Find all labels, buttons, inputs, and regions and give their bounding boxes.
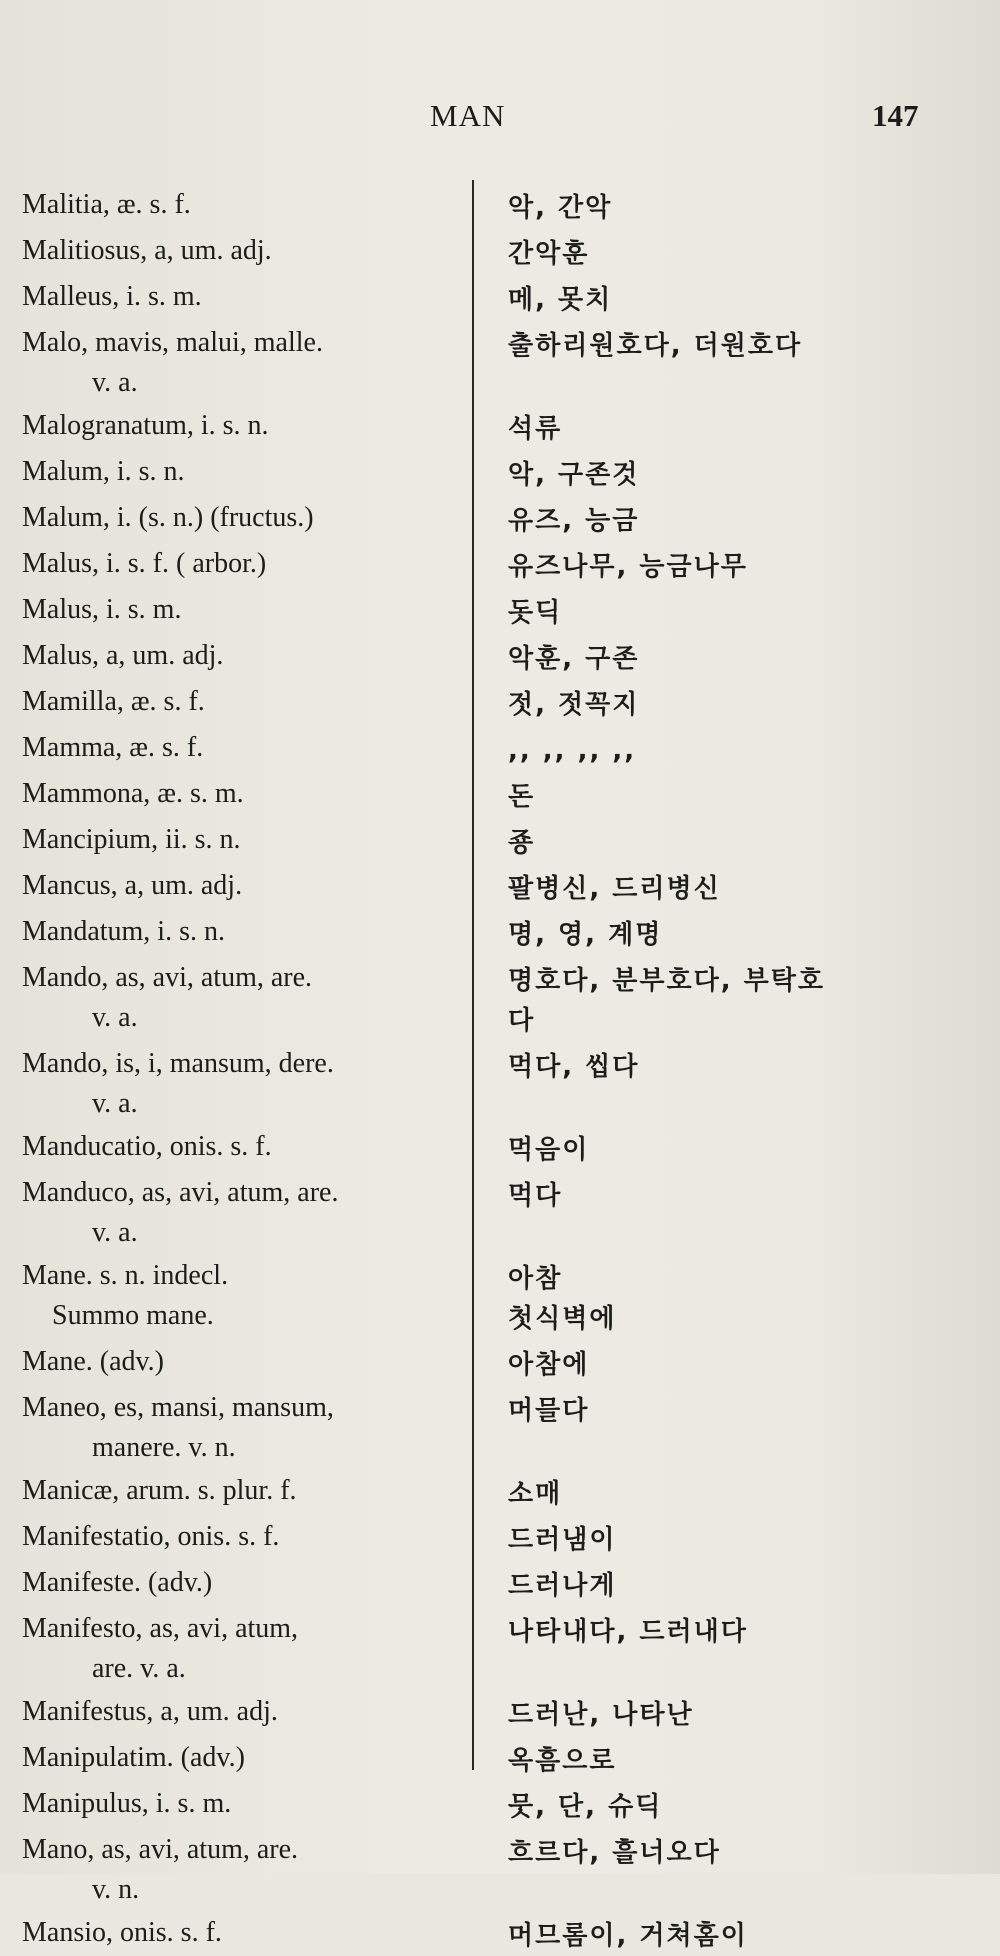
latin-headword: Malitiosus, a, um. adj.: [22, 235, 272, 266]
latin-term: [22, 1830, 482, 1910]
korean-translation: [482, 869, 968, 909]
dictionary-entry: [22, 725, 982, 771]
dictionary-entry: [22, 449, 982, 495]
korean-gloss: 유즈나무, 능금나무: [508, 552, 748, 582]
latin-headword: Manipulatim. (adv.): [22, 1742, 245, 1773]
dictionary-entry: [22, 633, 982, 679]
dictionary-entry: [22, 1606, 982, 1689]
dictionary-entry: [22, 771, 982, 817]
latin-term: [22, 958, 482, 1038]
latin-term: [22, 1388, 482, 1468]
dictionary-entry: [22, 1827, 982, 1910]
latin-term: [22, 323, 482, 403]
latin-continuation: v. n.: [92, 1874, 140, 1905]
korean-gloss: 간악훈: [508, 239, 590, 269]
korean-gloss: 팔병신, 드리병신: [508, 874, 721, 904]
entry-list: [22, 182, 982, 1956]
latin-continuation: manere. v. n.: [92, 1432, 236, 1463]
latin-term: [22, 498, 482, 538]
korean-translation: [482, 501, 968, 541]
latin-headword: Malo, mavis, malui, malle.: [22, 327, 323, 358]
latin-headword: Mamilla, æ. s. f.: [22, 686, 205, 717]
korean-translation: [482, 188, 968, 228]
dictionary-entry: [22, 1253, 982, 1339]
latin-term: [22, 1517, 482, 1557]
latin-headword: Malus, a, um. adj.: [22, 640, 224, 671]
korean-gloss: 아참에: [508, 1350, 590, 1380]
latin-continuation: v. a.: [92, 1002, 138, 1033]
dictionary-entry: [22, 1781, 982, 1827]
korean-translation: [482, 455, 968, 495]
dictionary-entry: [22, 863, 982, 909]
korean-gloss: 죵: [508, 828, 536, 858]
latin-term: [22, 866, 482, 906]
latin-headword: Malum, i. s. n.: [22, 456, 185, 487]
dictionary-entry: [22, 679, 982, 725]
latin-headword: Manipulus, i. s. m.: [22, 1788, 232, 1819]
korean-gloss: 머므롬이, 거쳐홈이: [508, 1921, 748, 1951]
latin-headword: Mancus, a, um. adj.: [22, 870, 243, 901]
latin-term: [22, 1342, 482, 1382]
latin-term: [22, 590, 482, 630]
korean-translation: [482, 1520, 968, 1560]
latin-term: [22, 1173, 482, 1253]
korean-continuation: 첫식벽에: [508, 1304, 617, 1334]
korean-translation: [482, 1833, 968, 1873]
korean-translation: [482, 1391, 968, 1431]
korean-translation: [482, 1787, 968, 1827]
korean-gloss: 돈: [508, 782, 536, 812]
korean-gloss: 명, 영, 계명: [508, 920, 663, 950]
dictionary-entry: [22, 182, 982, 228]
korean-translation: [482, 593, 968, 633]
latin-headword: Manduco, as, avi, atum, are.: [22, 1177, 339, 1208]
latin-headword: Mane. (adv.): [22, 1346, 165, 1377]
korean-gloss: 머믈다: [508, 1396, 590, 1426]
korean-gloss: 먹다: [508, 1181, 563, 1211]
latin-term: [22, 912, 482, 952]
latin-term: [22, 1044, 482, 1124]
latin-term: [22, 277, 482, 317]
latin-term: [22, 406, 482, 446]
dictionary-entry: [22, 1514, 982, 1560]
korean-gloss: 뭇, 단, 슈딕: [508, 1792, 663, 1822]
running-head: MAN: [430, 98, 506, 133]
latin-term: [22, 1471, 482, 1511]
latin-headword: Manducatio, onis. s. f.: [22, 1131, 272, 1162]
korean-gloss: 유즈, 능금: [508, 506, 640, 536]
latin-term: [22, 1256, 482, 1336]
dictionary-entry: [22, 587, 982, 633]
korean-gloss: 젓, 젓꼭지: [508, 690, 640, 720]
korean-translation: [482, 915, 968, 955]
dictionary-entry: [22, 1735, 982, 1781]
latin-headword: Mano, as, avi, atum, are.: [22, 1834, 299, 1865]
korean-translation: [482, 823, 968, 863]
latin-term: [22, 728, 482, 768]
latin-headword: Manifestus, a, um. adj.: [22, 1696, 278, 1727]
korean-gloss: 아참: [508, 1264, 563, 1294]
latin-term: [22, 682, 482, 722]
dictionary-entry: [22, 541, 982, 587]
dictionary-entry: [22, 1041, 982, 1124]
korean-gloss: ,, ,, ,, ,,: [508, 736, 637, 766]
dictionary-entry: [22, 1170, 982, 1253]
korean-gloss: 먹다, 씹다: [508, 1052, 640, 1082]
page-number: 147: [872, 98, 919, 133]
latin-headword: Mamma, æ. s. f.: [22, 732, 204, 763]
latin-headword: Malus, i. s. m.: [22, 594, 182, 625]
korean-translation: [482, 777, 968, 817]
latin-headword: Malleus, i. s. m.: [22, 281, 202, 312]
dictionary-entry: [22, 1339, 982, 1385]
latin-term: [22, 1692, 482, 1732]
korean-gloss: 드러냄이: [508, 1525, 617, 1555]
korean-gloss: 명호다, 분부호다, 부탁호: [508, 966, 826, 996]
latin-headword: Manifesto, as, avi, atum,: [22, 1613, 299, 1644]
latin-headword: Malogranatum, i. s. n.: [22, 410, 269, 441]
dictionary-entry: [22, 955, 982, 1041]
korean-gloss: 흐르다, 흘너오다: [508, 1838, 721, 1868]
dictionary-entry: [22, 1468, 982, 1514]
korean-translation: [482, 961, 968, 1041]
latin-continuation: v. a.: [92, 1088, 138, 1119]
korean-translation: [482, 1176, 968, 1216]
page-header: [0, 98, 1000, 148]
korean-translation: [482, 280, 968, 320]
dictionary-entry: [22, 1124, 982, 1170]
korean-translation: [482, 547, 968, 587]
latin-term: [22, 1738, 482, 1778]
korean-translation: [482, 1047, 968, 1087]
dictionary-entry: [22, 228, 982, 274]
dictionary-entry: [22, 1560, 982, 1606]
korean-continuation: 다: [508, 1006, 536, 1036]
latin-headword: Mane. s. n. indecl.: [22, 1260, 229, 1291]
latin-term: [22, 820, 482, 860]
korean-translation: [482, 1916, 968, 1956]
korean-translation: [482, 1741, 968, 1781]
korean-gloss: 먹음이: [508, 1135, 590, 1165]
korean-gloss: 악, 구존것: [508, 460, 640, 490]
korean-translation: [482, 1130, 968, 1170]
latin-headword: Mando, is, i, mansum, dere.: [22, 1048, 334, 1079]
korean-gloss: 옥흠으로: [508, 1746, 617, 1776]
dictionary-entry: [22, 1910, 982, 1956]
latin-term: [22, 636, 482, 676]
latin-headword: Mammona, æ. s. m.: [22, 778, 244, 809]
latin-headword: Malus, i. s. f. ( arbor.): [22, 548, 267, 579]
dictionary-entry: [22, 495, 982, 541]
latin-term: [22, 1609, 482, 1689]
korean-translation: [482, 326, 968, 366]
korean-gloss: 출하리원호다, 더원호다: [508, 331, 803, 361]
latin-continuation: v. a.: [92, 1217, 138, 1248]
korean-translation: [482, 1612, 968, 1652]
korean-translation: [482, 1566, 968, 1606]
korean-gloss: 악훈, 구존: [508, 644, 640, 674]
latin-headword: Mancipium, ii. s. n.: [22, 824, 241, 855]
korean-gloss: 돗딕: [508, 598, 563, 628]
dictionary-entry: [22, 1385, 982, 1468]
latin-term: [22, 452, 482, 492]
korean-translation: [482, 1259, 968, 1339]
dictionary-entry: [22, 1689, 982, 1735]
korean-gloss: 악, 간악: [508, 193, 613, 223]
latin-continuation: v. a.: [92, 367, 138, 398]
latin-headword: Manifeste. (adv.): [22, 1567, 213, 1598]
latin-continuation: are. v. a.: [92, 1653, 186, 1684]
latin-headword: Mandatum, i. s. n.: [22, 916, 225, 947]
korean-translation: [482, 1345, 968, 1385]
korean-translation: [482, 731, 968, 771]
latin-headword: Malitia, æ. s. f.: [22, 189, 191, 220]
korean-translation: [482, 409, 968, 449]
korean-gloss: 메, 못치: [508, 285, 613, 315]
latin-headword: Mando, as, avi, atum, are.: [22, 962, 313, 993]
korean-gloss: 소매: [508, 1479, 563, 1509]
latin-term: [22, 231, 482, 271]
latin-headword: Maneo, es, mansi, mansum,: [22, 1392, 334, 1423]
latin-term: [22, 1563, 482, 1603]
korean-translation: [482, 234, 968, 274]
korean-gloss: 드러나게: [508, 1571, 617, 1601]
korean-translation: [482, 1474, 968, 1514]
latin-subentry: Summo mane.: [52, 1300, 214, 1331]
latin-headword: Manicæ, arum. s. plur. f.: [22, 1475, 297, 1506]
korean-translation: [482, 1695, 968, 1735]
latin-term: [22, 544, 482, 584]
latin-term: [22, 1913, 482, 1953]
latin-headword: Malum, i. (s. n.) (fructus.): [22, 502, 314, 533]
latin-term: [22, 1784, 482, 1824]
dictionary-entry: [22, 274, 982, 320]
dictionary-entry: [22, 817, 982, 863]
korean-gloss: 드러난, 나타난: [508, 1700, 694, 1730]
korean-translation: [482, 639, 968, 679]
dictionary-entry: [22, 909, 982, 955]
korean-translation: [482, 685, 968, 725]
latin-term: [22, 774, 482, 814]
latin-headword: Mansio, onis. s. f.: [22, 1917, 222, 1948]
latin-term: [22, 185, 482, 225]
dictionary-entry: [22, 403, 982, 449]
korean-gloss: 나타내다, 드러내다: [508, 1617, 748, 1647]
latin-term: [22, 1127, 482, 1167]
latin-headword: Manifestatio, onis. s. f.: [22, 1521, 280, 1552]
korean-gloss: 석류: [508, 414, 563, 444]
dictionary-entry: [22, 320, 982, 403]
